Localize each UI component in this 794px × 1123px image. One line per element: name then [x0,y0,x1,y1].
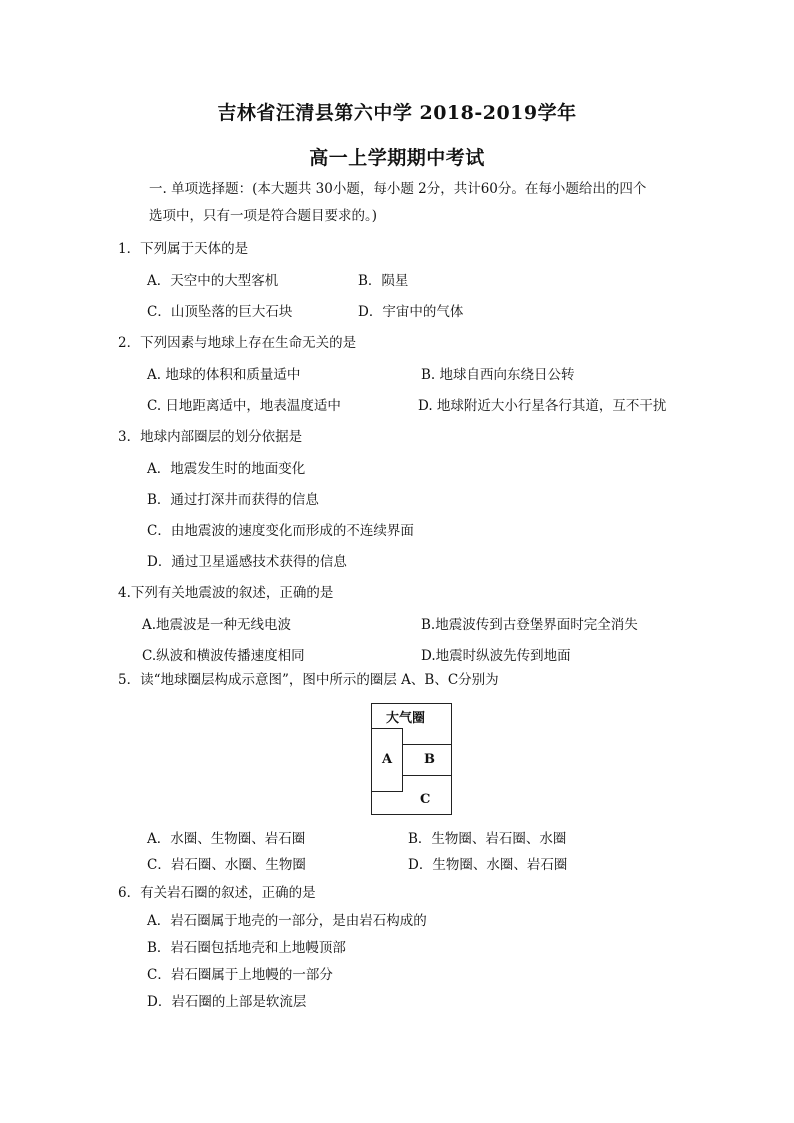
question-4-stem: 4.下列有关地震波的叙述，正确的是 [118,585,334,601]
question-5-option-b: B．生物圈、岩石圈、水圈 [408,831,567,847]
diagram-label-a: A [382,752,393,767]
question-5-stem: 5．读“地球圈层构成示意图”，图中所示的圈层 A、B、C分别为 [118,672,499,688]
diagram-label-atmosphere: 大气圈 [386,711,426,726]
question-5-option-a: A．水圈、生物圈、岩石圈 [147,831,306,847]
question-6-option-d: D．岩石圈的上部是软流层 [147,994,307,1010]
question-5-option-c: C．岩石圈、水圈、生物圈 [147,857,306,873]
question-3-option-a: A．地震发生时的地面变化 [147,461,306,477]
question-2-option-a: A. 地球的体积和质量适中 [147,367,301,383]
question-4-option-a: A.地震波是一种无线电波 [142,617,292,633]
section-heading-line1: 一. 单项选择题：(本大题共 30小题，每小题 2分，共计60分。在每小题给出的四个 [149,181,647,197]
question-4-option-d: D.地震时纵波先传到地面 [421,648,571,664]
question-2-stem: 2．下列因素与地球上存在生命无关的是 [118,335,357,351]
question-4-option-b: B.地震波传到古登堡界面时完全消失 [421,617,638,633]
question-6-option-b: B．岩石圈包括地壳和上地幔顶部 [147,940,346,956]
question-6-stem: 6．有关岩石圈的叙述，正确的是 [118,885,316,901]
question-1-option-a: A．天空中的大型客机 [147,273,279,289]
exam-title-line2: 高一上学期期中考试 [309,147,485,169]
question-4-option-c: C.纵波和横波传播速度相同 [142,648,305,664]
question-1-stem: 1．下列属于天体的是 [118,241,249,257]
question-6-option-a: A．岩石圈属于地壳的一部分，是由岩石构成的 [147,913,427,929]
question-3-option-b: B．通过打深井而获得的信息 [147,492,319,508]
question-1-option-d: D．宇宙中的气体 [358,304,464,320]
diagram-label-c: C [420,792,431,807]
question-5-option-d: D．生物圈、水圈、岩石圈 [408,857,568,873]
section-heading-line2: 选项中，只有一项是符合题目要求的。) [149,208,378,224]
question-6-option-c: C．岩石圈属于上地幔的一部分 [147,967,333,983]
exam-title-line1: 吉林省汪清县第六中学 2018-2019学年 [217,102,577,124]
diagram-label-b: B [424,752,435,767]
earth-spheres-diagram [371,703,452,815]
question-1-option-b: B．陨星 [358,273,409,289]
question-3-stem: 3．地球内部圈层的划分依据是 [118,429,303,445]
question-3-option-d: D．通过卫星遥感技术获得的信息 [147,554,347,570]
question-3-option-c: C．由地震波的速度变化而形成的不连续界面 [147,523,414,539]
question-2-option-d: D. 地球附近大小行星各行其道，互不干扰 [418,398,667,414]
question-2-option-b: B. 地球自西向东绕日公转 [421,367,575,383]
question-1-option-c: C．山顶坠落的巨大石块 [147,304,293,320]
question-2-option-c: C. 日地距离适中，地表温度适中 [147,398,341,414]
